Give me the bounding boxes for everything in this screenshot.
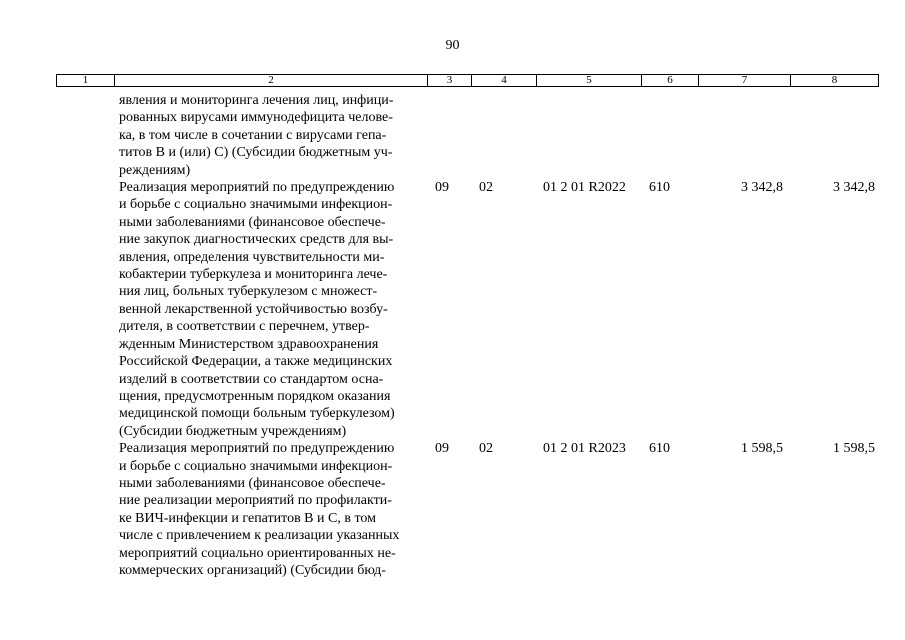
description-line: кобактерии туберкулеза и мониторинга лече- bbox=[119, 267, 388, 283]
description-line: явления и мониторинга лечения лиц, инфици- bbox=[119, 93, 394, 108]
description-line: коммерческих организаций) (Субсидии бюд- bbox=[119, 562, 386, 578]
row-description bbox=[119, 92, 422, 179]
table-body bbox=[0, 92, 905, 579]
row-description bbox=[119, 179, 422, 440]
expense-type-code: 610 bbox=[649, 441, 670, 457]
description-line: явления, определения чувствительности ми- bbox=[119, 249, 385, 265]
description-line: ние реализации мероприятий по профилакти- bbox=[119, 493, 392, 509]
description-line: ка, в том числе в сочетании с вирусами гепа- bbox=[119, 127, 387, 143]
column-header-6: 6 bbox=[642, 75, 699, 87]
subsection-code: 02 bbox=[479, 441, 493, 457]
subsection-code: 02 bbox=[479, 180, 493, 196]
column-header-3: 3 bbox=[428, 75, 472, 87]
column-header-1: 1 bbox=[57, 75, 115, 87]
description-line: дителя, в соответствии с перечнем, утвер- bbox=[119, 319, 370, 335]
amount-col-7: 3 342,8 bbox=[741, 180, 783, 196]
description-line: изделий в соответствии со стандартом осна- bbox=[119, 371, 384, 387]
description-line: ными заболеваниями (финансовое обеспече- bbox=[119, 475, 386, 491]
description-line: жденным Министерством здравоохранения bbox=[119, 336, 379, 352]
column-header-2: 2 bbox=[115, 75, 428, 87]
description-line: ния лиц, больных туберкулезом с множест- bbox=[119, 284, 378, 300]
table-row bbox=[0, 179, 905, 440]
description-line: Российской Федерации, а также медицинских bbox=[119, 354, 393, 370]
description-line: медицинской помощи больным туберкулезом) bbox=[119, 406, 395, 422]
column-header-table bbox=[56, 74, 879, 87]
page-number: 90 bbox=[445, 38, 460, 53]
description-line: Реализация мероприятий по предупреждению bbox=[119, 180, 395, 196]
column-header-row bbox=[57, 75, 879, 87]
description-line: и борьбе с социально значимыми инфекцион- bbox=[119, 197, 393, 213]
amount-col-8: 3 342,8 bbox=[833, 180, 875, 196]
description-line: реждениям) bbox=[119, 162, 191, 178]
description-line: и борьбе с социально значимыми инфекцион- bbox=[119, 458, 393, 474]
table-row bbox=[0, 92, 905, 179]
description-line: Реализация мероприятий по предупреждению bbox=[119, 441, 395, 457]
column-header-5: 5 bbox=[537, 75, 642, 87]
description-line: ными заболеваниями (финансовое обеспече- bbox=[119, 214, 386, 230]
section-code: 09 bbox=[435, 441, 449, 457]
amount-col-7: 1 598,5 bbox=[741, 441, 783, 457]
description-line: щения, предусмотренным порядком оказания bbox=[119, 388, 391, 404]
target-article-code: 01 2 01 R2022 bbox=[543, 180, 626, 196]
column-header-8: 8 bbox=[791, 75, 879, 87]
target-article-code: 01 2 01 R2023 bbox=[543, 441, 626, 457]
description-line: титов В и (или) С) (Субсидии бюджетным уч- bbox=[119, 145, 393, 161]
description-line: ние закупок диагностических средств для вы- bbox=[119, 232, 394, 248]
description-line: числе с привлечением к реализации указанных bbox=[119, 528, 400, 544]
column-header-7: 7 bbox=[699, 75, 791, 87]
description-line: мероприятий социально ориентированных не- bbox=[119, 545, 396, 561]
amount-col-8: 1 598,5 bbox=[833, 441, 875, 457]
table-row bbox=[0, 440, 905, 579]
column-header-4: 4 bbox=[472, 75, 537, 87]
section-code: 09 bbox=[435, 180, 449, 196]
description-line: венной лекарственной устойчивостью возбу- bbox=[119, 301, 388, 317]
description-line: ке ВИЧ-инфекции и гепатитов В и С, в том bbox=[119, 510, 376, 526]
description-line: рованных вирусами иммунодефицита челове- bbox=[119, 110, 393, 126]
row-description bbox=[119, 440, 422, 579]
description-line: (Субсидии бюджетным учреждениям) bbox=[119, 423, 347, 439]
expense-type-code: 610 bbox=[649, 180, 670, 196]
